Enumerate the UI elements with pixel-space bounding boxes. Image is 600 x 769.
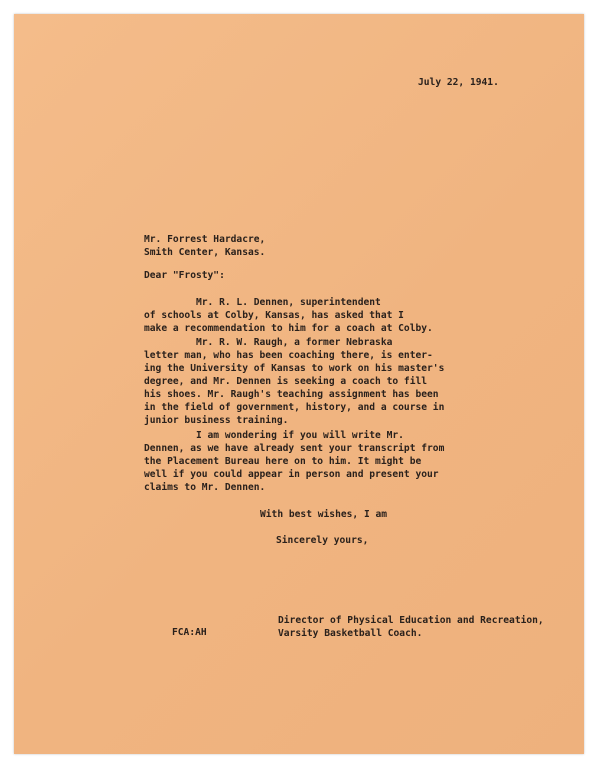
letter-page — [14, 14, 584, 754]
paragraph-line: his shoes. Mr. Raugh's teaching assignment has been — [144, 389, 439, 400]
paragraph-line: in the field of government, history, and a course in — [144, 402, 445, 413]
best-wishes-line: With best wishes, I am — [260, 509, 388, 520]
letter-date: July 22, 1941. — [418, 77, 499, 88]
paragraph-line: ing the University of Kansas to work on his master's — [144, 363, 445, 374]
paragraph-line: Mr. R. W. Raugh, a former Nebraska — [144, 337, 393, 348]
paragraph-line: Mr. R. L. Dennen, superintendent — [144, 297, 381, 308]
paragraph-line: junior business training. — [144, 415, 289, 426]
paragraph-line: claims to Mr. Dennen. — [144, 482, 266, 493]
recipient-address — [144, 233, 265, 259]
reference-initials: FCA:AH — [172, 627, 207, 638]
address-line: Mr. Forrest Hardacre, — [144, 234, 266, 245]
complimentary-close: Sincerely yours, — [276, 535, 369, 546]
paragraph-line: well if you could appear in person and present your — [144, 469, 439, 480]
body-paragraph-1 — [144, 296, 433, 335]
paragraph-line: Dennen, as we have already sent your transcript from — [144, 443, 445, 454]
address-line: Smith Center, Kansas. — [144, 247, 266, 258]
paragraph-line: make a recommendation to him for a coach at Colby. — [144, 323, 433, 334]
paragraph-line: I am wondering if you will write Mr. — [144, 430, 404, 441]
paragraph-line: of schools at Colby, Kansas, has asked that I — [144, 310, 404, 321]
body-paragraph-3 — [144, 429, 444, 494]
title-line: Director of Physical Education and Recreation, — [278, 615, 544, 626]
salutation: Dear "Frosty": — [144, 270, 225, 281]
body-paragraph-2 — [144, 336, 444, 427]
paragraph-line: degree, and Mr. Dennen is seeking a coach to fill — [144, 376, 428, 387]
paragraph-line: letter man, who has been coaching there, is enter- — [144, 350, 433, 361]
signature-title — [278, 614, 544, 640]
title-line: Varsity Basketball Coach. — [278, 628, 423, 639]
paragraph-line: the Placement Bureau here on to him. It might be — [144, 456, 422, 467]
